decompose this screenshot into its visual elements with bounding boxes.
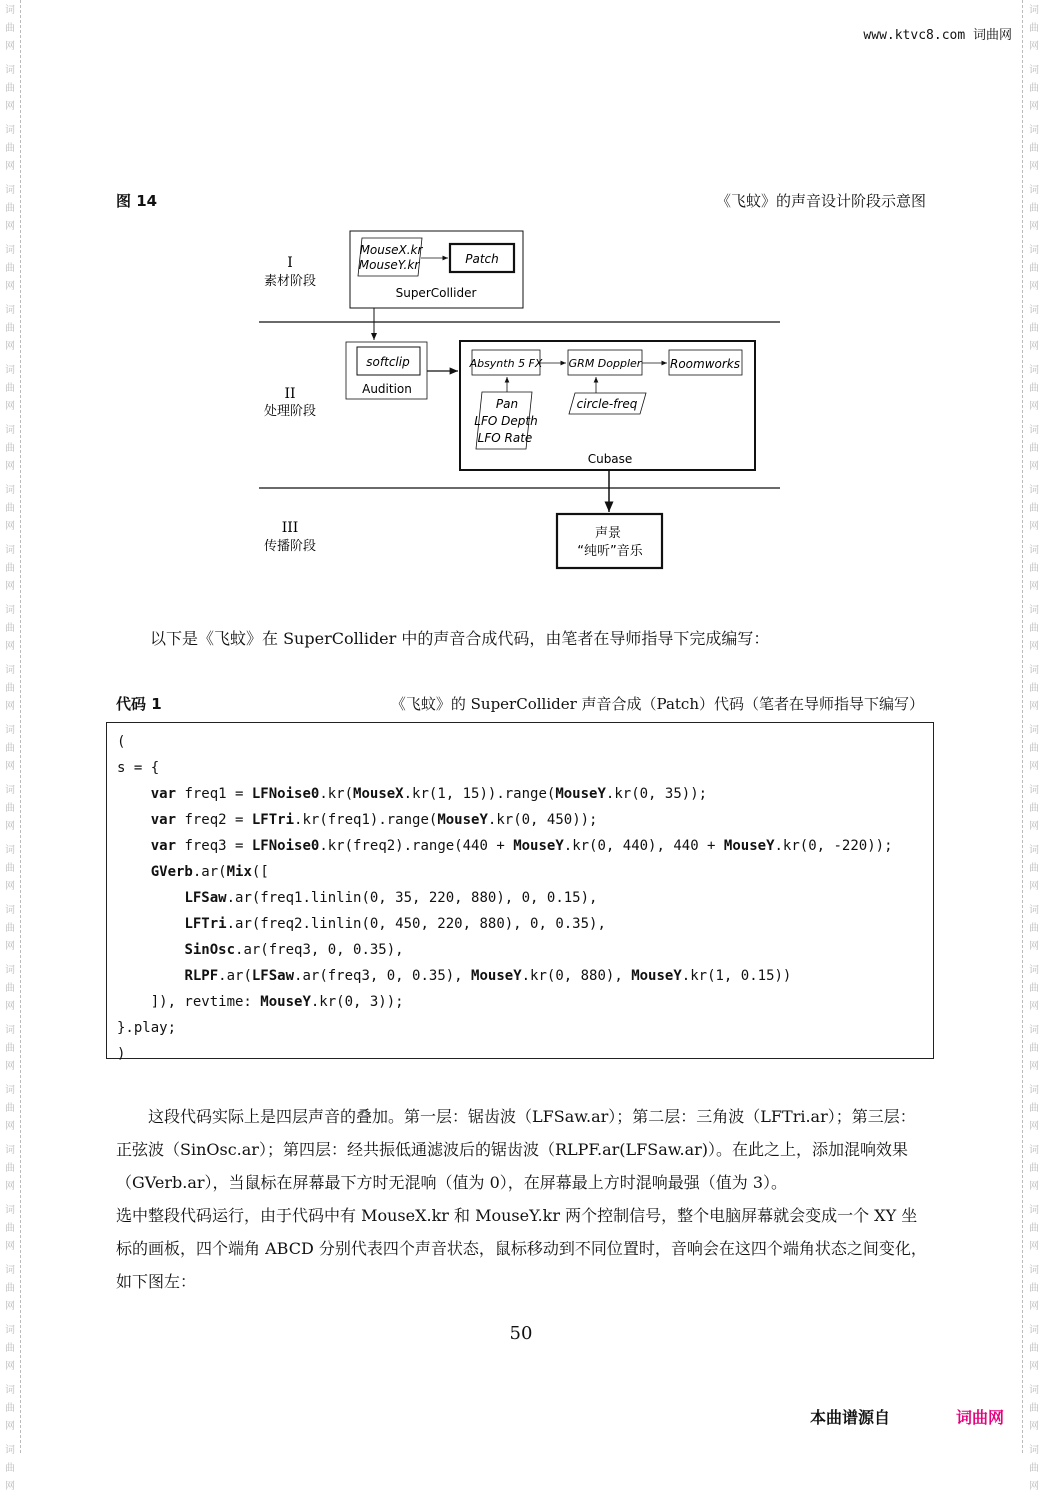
watermark-stack: 词 曲 网: [5, 605, 15, 652]
watermark-stack: 词 曲 网: [5, 845, 15, 892]
watermark-stack: 词 曲 网: [5, 1085, 15, 1132]
watermark-stack: 词 曲 网: [5, 485, 15, 532]
watermark-stack: 词 曲 网: [1029, 305, 1039, 352]
watermark-stack: 词 曲 网: [5, 5, 15, 52]
code-line: ]), revtime: MouseY.kr(0, 3));: [117, 994, 404, 1010]
watermark-stack: 词 曲 网: [1029, 485, 1039, 532]
watermark-stack: 词 曲 网: [1029, 1265, 1039, 1312]
watermark-stack: 词 曲 网: [1029, 785, 1039, 832]
stage-2-name: 处理阶段: [263, 404, 317, 419]
code-block: [106, 722, 934, 1062]
stage-1-name: 素材阶段: [263, 274, 317, 289]
watermark-stack: 词 曲 网: [1029, 905, 1039, 952]
watermark-stack: 词 曲 网: [5, 1205, 15, 1252]
circle-freq-label: circle-freq: [576, 397, 638, 411]
watermark-stack: 词 曲 网: [1029, 1145, 1039, 1192]
source-brand[interactable]: 词曲网: [956, 1408, 1005, 1427]
watermark-stack: 词 曲 网: [5, 905, 15, 952]
watermark-stack: 词 曲 网: [1029, 5, 1039, 52]
code-line: SinOsc.ar(freq3, 0, 0.35),: [184, 942, 404, 958]
watermark-stack: 词 曲 网: [1029, 125, 1039, 172]
watermark-stack: 词 曲 网: [1029, 1025, 1039, 1072]
pan-label: Pan: [495, 397, 519, 411]
sound-design-diagram: [0, 0, 1042, 600]
code-line: var freq1 = LFNoise0.kr(MouseX.kr(1, 15)).range(MouseY.kr(0, 35));: [150, 786, 708, 802]
watermark-stack: 词 曲 网: [5, 65, 15, 112]
supercollider-label: SuperCollider: [395, 286, 477, 300]
mouse-y-label: MouseY.kr: [358, 258, 420, 272]
watermark-stack: 词 曲 网: [1029, 245, 1039, 292]
figure-label: 图 14: [116, 192, 158, 210]
watermark-stack: 词 曲 网: [1029, 605, 1039, 652]
stage-1-numeral: I: [287, 255, 293, 271]
code-line: LFTri.ar(freq2.linlin(0, 450, 220, 880), 0, 0.35),: [184, 916, 606, 932]
output-node: [557, 514, 662, 568]
watermark-stack: 词 曲 网: [5, 725, 15, 772]
watermark-stack: 词 曲 网: [1029, 65, 1039, 112]
pure-listening-label: “纯听”音乐: [577, 544, 643, 559]
watermark-stack: 词 曲 网: [5, 1325, 15, 1372]
code-label: 代码 1: [116, 695, 162, 713]
watermark-stack: 词 曲 网: [1029, 725, 1039, 772]
watermark-stack: 词 曲 网: [5, 245, 15, 292]
watermark-stack: 词 曲 网: [1029, 545, 1039, 592]
lfo-rate-label: LFO Rate: [477, 431, 533, 445]
source-label: 本曲谱源自: [810, 1408, 891, 1427]
roomworks-label: Roomworks: [669, 357, 741, 371]
page-number: 50: [509, 1323, 533, 1344]
watermark-stack: 词 曲 网: [5, 1145, 15, 1192]
watermark-stack: 词 曲 网: [1029, 1325, 1039, 1372]
watermark-stack: 词 曲 网: [5, 125, 15, 172]
watermark-stack: 词 曲 网: [5, 1025, 15, 1072]
code-line: var freq3 = LFNoise0.kr(freq2).range(440 + MouseY.kr(0, 440), 440 + MouseY.kr(0, -220));: [150, 838, 893, 854]
lfo-depth-label: LFO Depth: [474, 414, 538, 428]
mouse-x-label: MouseX.kr: [359, 243, 423, 257]
watermark-stack: 词 曲 网: [5, 545, 15, 592]
absynth-label: Absynth 5 FX: [469, 357, 543, 370]
watermark-stack: 词 曲 网: [1029, 365, 1039, 412]
code-line: var freq2 = LFTri.kr(freq1).range(MouseY.kr(0, 450));: [150, 812, 598, 828]
body-paragraph-2: 选中整段代码运行，由于代码中有 MouseX.kr 和 MouseY.kr 两个控制信号，整个电脑屏幕就会变成一个 XY 坐标的画板，四个端角 ABCD 分别代表四个声音状态，鼠标移动到不同位置时，音响会在这四个端角状态之间变化，如下图左：: [116, 1206, 927, 1291]
audition-label: Audition: [362, 382, 412, 396]
watermark-stack: 词 曲 网: [5, 965, 15, 1012]
cubase-label: Cubase: [587, 452, 633, 466]
watermark-stack: 词 曲 网: [5, 185, 15, 232]
code-line: LFSaw.ar(freq1.linlin(0, 35, 220, 880), 0, 0.15),: [184, 890, 598, 906]
code-line: GVerb.ar(Mix([: [150, 864, 269, 880]
watermark-stack: 词 曲 网: [1029, 1385, 1039, 1432]
figure-caption: 《飞蚊》的声音设计阶段示意图: [715, 192, 926, 210]
watermark-stack: 词 曲 网: [1029, 1445, 1039, 1492]
body-paragraph-1: 这段代码实际上是四层声音的叠加。第一层：锯齿波（LFSaw.ar）；第二层：三角波（LFTri.ar）；第三层：正弦波（SinOsc.ar）；第四层：经共振低通滤波后的锯齿波（RLPF.ar(LFSaw.ar)）。在此之上，添加混响效果（GVerb.ar），当鼠标在屏幕最下方时无混响（值为 0），在屏幕最上方时混响最强（值为 3）。: [116, 1107, 916, 1192]
watermark-stack: 词 曲 网: [1029, 1205, 1039, 1252]
code-caption: 《飞蚊》的 SuperCollider 声音合成（Patch）代码（笔者在导师指导下编写）: [390, 695, 924, 713]
code-line: s = {: [117, 760, 160, 776]
code-line: ): [117, 1046, 126, 1062]
intro-paragraph: 以下是《飞蚊》在 SuperCollider 中的声音合成代码，由笔者在导师指导下完成编写：: [150, 629, 770, 648]
patch-label: Patch: [465, 252, 499, 266]
watermark-stack: 词 曲 网: [5, 1265, 15, 1312]
watermark-stack: 词 曲 网: [1029, 185, 1039, 232]
grm-doppler-label: GRM Doppler: [568, 357, 642, 370]
watermark-stack: 词 曲 网: [5, 305, 15, 352]
stage-3-numeral: III: [281, 520, 299, 536]
watermark-stack: 词 曲 网: [5, 665, 15, 712]
watermark-stack: 词 曲 网: [1029, 1085, 1039, 1132]
watermark-stack: 词 曲 网: [1029, 425, 1039, 472]
watermark-stack: 词 曲 网: [5, 1445, 15, 1492]
code-line: }.play;: [117, 1020, 177, 1036]
watermark-stack: 词 曲 网: [5, 1385, 15, 1432]
watermark-stack: 词 曲 网: [5, 425, 15, 472]
code-line: RLPF.ar(LFSaw.ar(freq3, 0, 0.35), MouseY.kr(0, 880), MouseY.kr(1, 0.15)): [184, 968, 792, 984]
watermark-stack: 词 曲 网: [1029, 965, 1039, 1012]
watermark-stack: 词 曲 网: [5, 365, 15, 412]
softclip-label: softclip: [366, 355, 410, 369]
stage-2-numeral: II: [284, 386, 296, 402]
watermark-stack: 词 曲 网: [1029, 665, 1039, 712]
watermark-stack: 词 曲 网: [5, 785, 15, 832]
watermark-stack: 词 曲 网: [1029, 845, 1039, 892]
soundscape-label: 声景: [594, 526, 622, 541]
stage-3-name: 传播阶段: [263, 539, 317, 554]
site-header[interactable]: www.ktvc8.com 词曲网: [863, 28, 1012, 43]
code-line: (: [117, 734, 126, 750]
